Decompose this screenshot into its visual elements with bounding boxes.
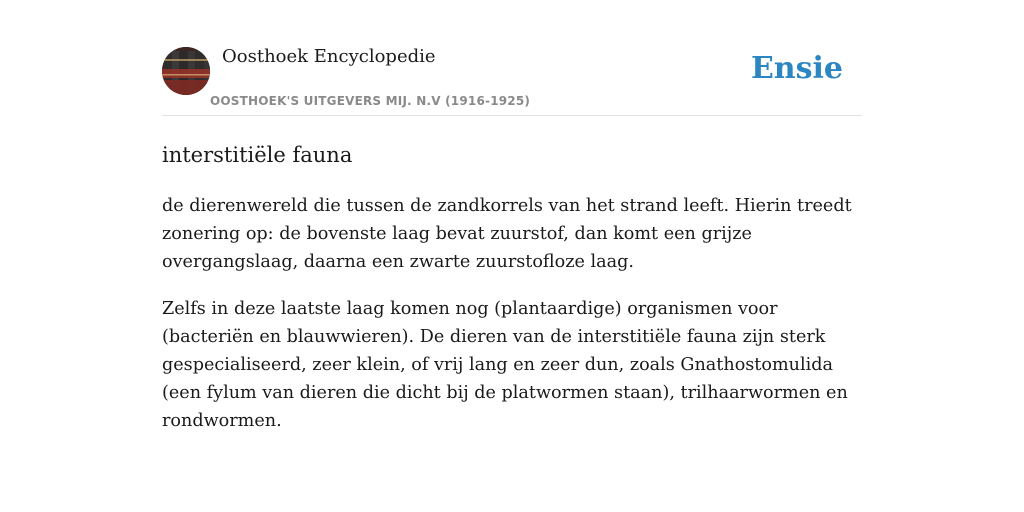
entry-term: interstitiële fauna [162, 143, 353, 167]
source-title[interactable]: Oosthoek Encyclopedie [222, 46, 436, 67]
ensie-logo[interactable]: Ensie [750, 51, 843, 86]
entry-paragraph-2: Zelfs in deze laatste laag komen nog (plantaardige) organismen voor (bacteriën en blauwwieren). De dieren van de interstitiële fauna zijn sterk gespecialiseerd, zeer klein, of vrij lang en zeer dun, zoals Gnathostomulida (een fylum van dieren die dicht bij de platwormen staan), trilhaarwormen en rondwormen. [162, 299, 848, 431]
entry-paragraph-1: de dierenwereld die tussen de zandkorrels van het strand leeft. Hierin treedt zonering op: de bovenste laag bevat zuurstof, dan komt een grijze overgangslaag, daarna een zwarte zuurstofloze laag. [162, 196, 852, 272]
source-header [162, 40, 862, 116]
source-publisher: OOSTHOEK'S UITGEVERS MIJ. N.V (1916-1925) [210, 94, 531, 108]
entry-card [162, 40, 862, 435]
encyclopedia-books-icon[interactable] [162, 47, 210, 95]
